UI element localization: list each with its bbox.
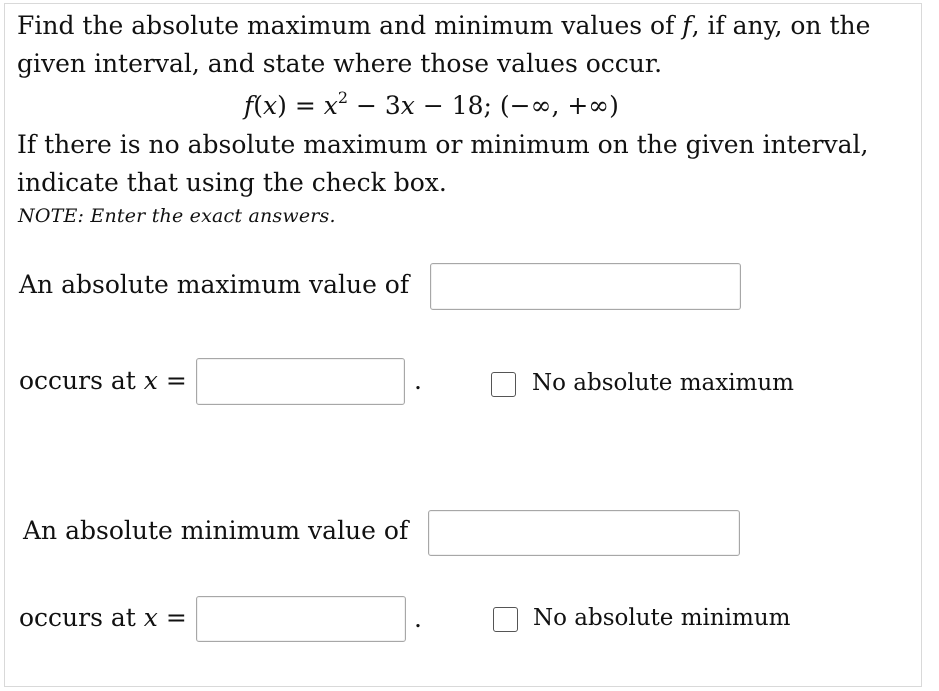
formula-exponent: 2 [337,88,349,107]
no-max-checkbox[interactable] [491,372,516,397]
min-occurs-label [19,603,187,632]
formula-rest-a: − 3 [348,91,401,120]
function-formula [244,86,619,125]
instruction-line2: indicate that using the check box. [17,168,447,197]
min-occurs-text: occurs at [19,603,144,632]
formula-rest-x: x [400,91,415,120]
problem-intro-line2: given interval, and state where those values occur. [17,49,663,78]
max-value-input[interactable] [430,263,741,310]
min-period: . [414,604,422,633]
formula-term-x: x [323,91,338,120]
formula-paren-open: ( [253,91,264,120]
formula-x: x [263,91,278,120]
max-occurs-var: x [143,366,158,395]
function-symbol: f [682,11,692,40]
max-period: . [414,366,422,395]
min-value-input[interactable] [428,510,740,556]
problem-intro-line1 [17,6,870,45]
min-occurs-var: x [143,603,158,632]
no-max-label[interactable]: No absolute maximum [532,370,794,396]
intro-text-b: , if any, on the [691,11,871,40]
min-value-label: An absolute minimum value of [23,516,409,545]
note-text: NOTE: Enter the exact answers. [18,205,336,227]
max-occurs-label [19,366,187,395]
no-min-checkbox[interactable] [493,607,518,632]
max-occurs-text: occurs at [19,366,144,395]
intro-text-a: Find the absolute maximum and minimum values of [17,11,683,40]
max-value-label: An absolute maximum value of [19,270,410,299]
instruction-line1: If there is no absolute maximum or minimum on the given interval, [17,130,869,159]
max-location-input[interactable] [196,358,405,405]
max-occurs-eq: = [157,366,187,395]
formula-paren-close: ) = [277,91,324,120]
formula-rest-b: − 18; (−∞, +∞) [414,91,619,120]
no-min-label[interactable]: No absolute minimum [533,605,791,631]
formula-f: f [244,91,254,120]
min-occurs-eq: = [157,603,187,632]
min-location-input[interactable] [196,596,406,642]
